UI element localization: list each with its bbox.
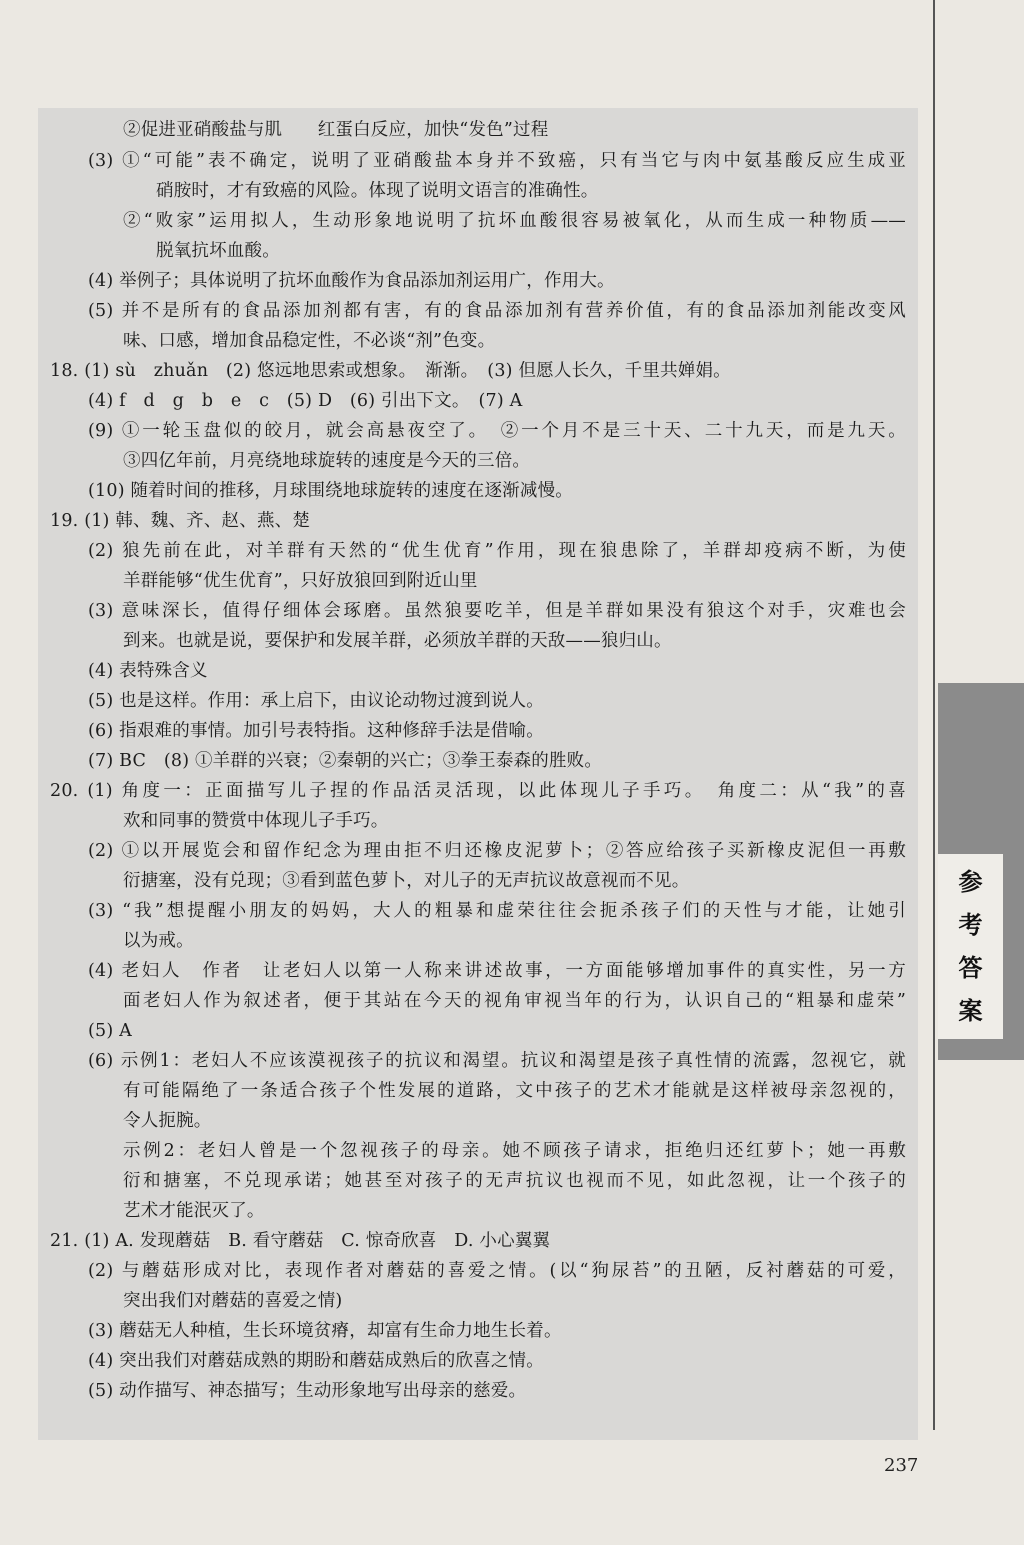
text-line: 脱氧抗坏血酸。 bbox=[156, 241, 280, 261]
text-line: 面老妇人作为叙述者，便于其站在今天的视角审视当年的行为，认识自己的“粗暴和虚荣” bbox=[123, 991, 906, 1011]
text-line: (5) 并不是所有的食品添加剂都有害，有的食品添加剂有营养价值，有的食品添加剂能改变风 bbox=[88, 301, 906, 321]
text-line: 衍和搪塞，不兑现承诺；她甚至对孩子的无声抗议也视而不见，如此忽视，让一个孩子的 bbox=[123, 1171, 906, 1191]
text-line: (9) ①一轮玉盘似的皎月，就会高悬夜空了。 ②一个月不是三十天、二十九天，而是九天。 bbox=[88, 421, 906, 441]
text-line: (4) f d g b e c (5) D (6) 引出下文。 (7) A bbox=[88, 391, 523, 411]
margin-divider bbox=[933, 0, 935, 1430]
text-line: (7) BC (8) ①羊群的兴衰；②秦朝的兴亡；③拳王泰森的胜败。 bbox=[88, 751, 603, 771]
page-number: 237 bbox=[884, 1455, 919, 1476]
text-line: (2) 与蘑菇形成对比，表现作者对蘑菇的喜爱之情。(以“狗尿苔”的丑陋，反衬蘑菇的可爱， bbox=[88, 1261, 906, 1281]
text-line: 突出我们对蘑菇的喜爱之情) bbox=[123, 1291, 343, 1311]
side-label-char: 答 bbox=[958, 954, 983, 983]
text-line: (4) 突出我们对蘑菇成熟的期盼和蘑菇成熟后的欣喜之情。 bbox=[88, 1351, 544, 1371]
text-line: (4) 表特殊含义 bbox=[88, 661, 208, 681]
text-line: 19. (1) 韩、魏、齐、赵、燕、楚 bbox=[50, 511, 311, 531]
text-line: 21. (1) A. 发现蘑菇 B. 看守蘑菇 C. 惊奇欣喜 D. 小心翼翼 bbox=[50, 1231, 551, 1251]
text-line: 18. (1) sù zhuǎn (2) 悠远地思索或想象。 渐渐。 (3) 但愿人长久，千里共婵娟。 bbox=[50, 361, 731, 381]
text-line: (5) 动作描写、神态描写；生动形象地写出母亲的慈爱。 bbox=[88, 1381, 527, 1401]
text-line: 示例2：老妇人曾是一个忽视孩子的母亲。她不顾孩子请求，拒绝归还红萝卜；她一再敷 bbox=[123, 1141, 906, 1161]
text-line: 味、口感，增加食品稳定性，不必谈“剂”色变。 bbox=[123, 331, 496, 351]
text-line: (6) 示例1：老妇人不应该漠视孩子的抗议和渴望。抗议和渴望是孩子真性情的流露，忽视它，就 bbox=[88, 1051, 906, 1071]
text-line: (4) 举例子；具体说明了抗坏血酸作为食品添加剂运用广，作用大。 bbox=[88, 271, 615, 291]
text-line: (5) A bbox=[88, 1021, 132, 1041]
text-line: 衍搪塞，没有兑现；③看到蓝色萝卜，对儿子的无声抗议故意视而不见。 bbox=[123, 871, 690, 891]
text-line: (3) 意味深长，值得仔细体会琢磨。虽然狼要吃羊，但是羊群如果没有狼这个对手，灾难也会 bbox=[88, 601, 906, 621]
text-line: (3) “我”想提醒小朋友的妈妈，大人的粗暴和虚荣往往会扼杀孩子们的天性与才能，让她引 bbox=[88, 901, 906, 921]
text-line: (6) 指艰难的事情。加引号表特指。这种修辞手法是借喻。 bbox=[88, 721, 544, 741]
text-line: (3) 蘑菇无人种植，生长环境贫瘠，却富有生命力地生长着。 bbox=[88, 1321, 562, 1341]
text-line: ②促进亚硝酸盐与肌 红蛋白反应，加快“发色”过程 bbox=[123, 120, 549, 140]
text-line: (2) 狼先前在此，对羊群有天然的“优生优育”作用，现在狼患除了，羊群却疫病不断，为使 bbox=[88, 541, 906, 561]
text-line: 欢和同事的赞赏中体现儿子手巧。 bbox=[123, 811, 389, 831]
side-label bbox=[938, 854, 1003, 1039]
text-line: (4) 老妇人 作者 让老妇人以第一人称来讲述故事，一方面能够增加事件的真实性，另一方 bbox=[88, 961, 906, 981]
side-label-char: 参 bbox=[958, 867, 983, 896]
text-line: 20. (1) 角度一：正面描写儿子捏的作品活灵活现，以此体现儿子手巧。 角度二：从“我”的喜 bbox=[50, 781, 906, 801]
text-line: 以为戒。 bbox=[123, 931, 194, 951]
side-label-char: 案 bbox=[958, 997, 983, 1026]
text-line: ③四亿年前，月亮绕地球旋转的速度是今天的三倍。 bbox=[123, 451, 531, 471]
text-line: 羊群能够“优生优育”，只好放狼回到附近山里 bbox=[123, 571, 478, 591]
text-line: 艺术才能泯灭了。 bbox=[123, 1201, 265, 1221]
text-line: 硝胺时，才有致癌的风险。体现了说明文语言的准确性。 bbox=[156, 181, 599, 201]
text-line: (5) 也是这样。作用：承上启下，由议论动物过渡到说人。 bbox=[88, 691, 544, 711]
text-line: (2) ①以开展览会和留作纪念为理由拒不归还橡皮泥萝卜；②答应给孩子买新橡皮泥但一再敷 bbox=[88, 841, 906, 861]
side-label-char: 考 bbox=[958, 910, 983, 939]
text-line: 到来。也就是说，要保护和发展羊群，必须放羊群的天敌——狼归山。 bbox=[123, 631, 672, 651]
text-line: (3) ①“可能”表不确定，说明了亚硝酸盐本身并不致癌，只有当它与肉中氨基酸反应生成亚 bbox=[88, 151, 906, 171]
text-line: 令人扼腕。 bbox=[123, 1111, 212, 1131]
text-line: 有可能隔绝了一条适合孩子个性发展的道路，文中孩子的艺术才能就是这样被母亲忽视的， bbox=[123, 1081, 906, 1101]
text-line: (10) 随着时间的推移，月球围绕地球旋转的速度在逐渐减慢。 bbox=[88, 481, 573, 501]
text-line: ②“败家”运用拟人，生动形象地说明了抗坏血酸很容易被氧化，从而生成一种物质—— bbox=[123, 211, 906, 231]
